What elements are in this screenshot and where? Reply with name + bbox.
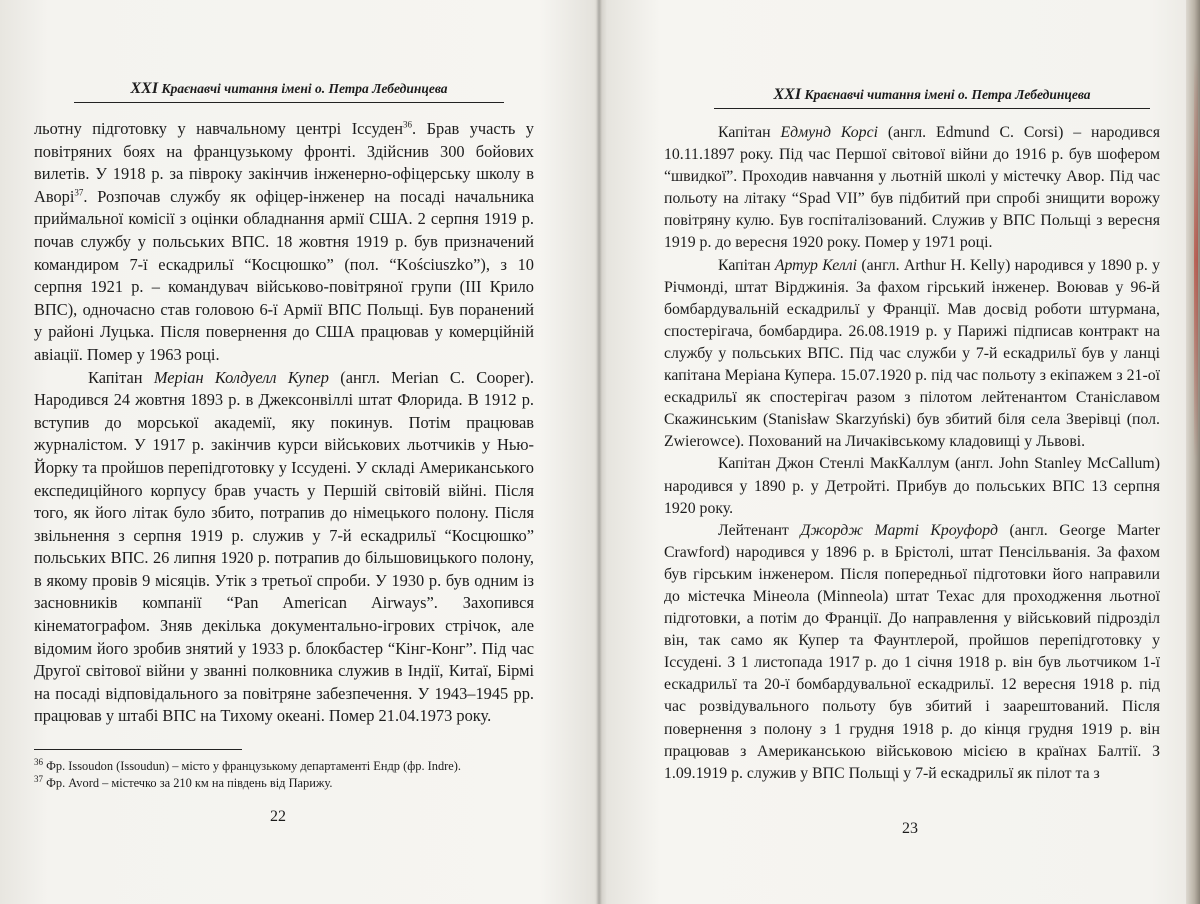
left-page-body bbox=[34, 118, 534, 728]
footnotes bbox=[34, 758, 534, 792]
text-run: Капітан bbox=[718, 256, 775, 274]
person-name: Артур Келлі bbox=[774, 256, 858, 274]
footnote-ref: 37 bbox=[74, 187, 84, 198]
person-name: Джордж Марті Кроуфорд bbox=[800, 521, 998, 539]
text-run: . Брав участь у повітряних боях на французькому фронті. Здійснив 300 бойових вилетів. У 1918 р. за півроку закінчив інженерно-офіцерську школу в Аворі bbox=[34, 119, 534, 206]
footnote-number: 36 bbox=[34, 756, 43, 767]
cover-edge-red bbox=[1194, 60, 1198, 460]
footnote-text: Фр. Issoudon (Issoudun) – місто у французькому департаменті Ендр (фр. Indre). bbox=[43, 759, 462, 773]
book-spine bbox=[596, 0, 602, 904]
person-name: Меріан Колдуелл Купер bbox=[153, 367, 329, 387]
text-run: Лейтенант bbox=[718, 521, 801, 539]
text-run: (англ. Arthur H. Kelly) народився у 1890 р. у Річмонді, штат Вірджинія. За фахом гірський інженер. Воював у 96-й бомбардувальній ескадрильї у Франції. Мав досвід роботи штурмана, спостерігача, бомбардира. 26.08.1919 р. у Парижі підписав контракт на службу у польських ВПС. Під час служби у 7-й ескадрильї був у ланці капітана Меріана Купера. 15.07.1920 р. під час польоту з екіпажем з 21-ої ескадрильї як спостерігач разом з пілотом лейтенантом Станіславом Скажинським (Stanisław Skarzyński) був збитий біля села Зверівці (пол. Zwierowce). Похований на Личаківському кладовищі у Львові. bbox=[664, 256, 1160, 451]
right-page-body bbox=[664, 122, 1160, 785]
footnote-rule bbox=[34, 749, 242, 750]
paragraph bbox=[664, 122, 1160, 255]
header-roman: XXI bbox=[773, 86, 802, 103]
footnote-text: Фр. Avord – містечко за 210 км на південь від Парижу. bbox=[43, 776, 333, 790]
text-run: . Розпочав службу як офіцер-інженер на посаді начальника приймальної комісії з оцінки обладнання армії США. 2 серпня 1919 р. почав службу у польських ВПС. 18 жовтня 1919 р. був призначений командиром 7-ї ескадрильї “Косцюшко” (пол. “Kościuszko”), з 10 серпня 1921 р. – командувач військово-повітряної групи (ІІІ Крило ВПС), одночасно став головою 6-ї Армії ВПС Польщі. Був поранений у районі Луцька. Після повернення до США працював у комерційній авіації. Помер у 1963 році. bbox=[34, 186, 534, 364]
running-header-left bbox=[74, 80, 504, 103]
page-number-right: 23 bbox=[902, 820, 918, 837]
text-run: Капітан bbox=[718, 124, 781, 141]
paragraph bbox=[34, 367, 534, 729]
text-run: (англ. Merian C. Cooper). Народився 24 жовтня 1893 р. в Джексонвіллі штат Флорида. В 1912 р. вступив до морської академії, яку покинув. Потім працював журналістом. У 1917 р. закінчив курси військових льотчиків у Нью-Йорку та пройшов перепідготовку у Іссудені. У складі Американського експедиційного корпусу брав участь у Першій світовій війні. Після того, як його літак було збито, потрапив до німецького полону. Після звільнення з серпня 1919 р. служив у 7-й ескадрильї “Косцюшко” польських ВПС. 26 липня 1920 р. потрапив до більшовицького полону, в якому провів 9 місяців. Утік з третьої спроби. У 1930 р. був одним із засновників компанії “Pan American Airways”. Захопився кінематографом. Зняв декілька документально-ігрових стрічок, але відомим його зробив знятий у 1933 р. блокбастер “Кінг-Конг”. Під час Другої світової війни у званні полковника служив в Індії, Китаї, Бірмі на посаді відповідального за повітряне забезпечення. У 1943–1945 рр. працював у штабі ВПС на Тихому океані. Помер 21.04.1973 року. bbox=[34, 367, 535, 726]
footnote bbox=[34, 775, 534, 792]
page-number-left: 22 bbox=[270, 808, 286, 825]
person-name: Едмунд Корсі bbox=[780, 124, 878, 141]
header-title: Краєнавчі читання імені о. Петра Лебединцева bbox=[804, 87, 1091, 102]
header-roman: XXI bbox=[130, 80, 159, 97]
paragraph bbox=[34, 118, 534, 367]
header-title: Краєнавчі читання імені о. Петра Лебединцева bbox=[161, 81, 448, 96]
footnote-number: 37 bbox=[34, 773, 43, 784]
footnote-ref: 36 bbox=[403, 119, 413, 130]
text-run: Капітан bbox=[88, 367, 154, 387]
text-run: льотну підготовку у навчальному центрі Іссуден bbox=[34, 119, 404, 138]
text-run: Капітан Джон Стенлі МакКаллум (англ. John Stanley McCallum) народився у 1890 р. у Детройті. Прибув до польських ВПС 13 серпня 1920 року. bbox=[664, 455, 1160, 517]
paragraph bbox=[664, 453, 1160, 519]
text-run: (англ. Edmund C. Corsi) – народився 10.11.1897 року. Під час Першої світової війни до 1916 р. був шофером “швидкої”. Проходив навчання у льотній школі у містечку Авор. Під час польоту на літаку “Spad VII” був підбитий при спробі знищити ворожу повітряну кулю. Був госпіталізований. Служив у ВПС Польщі з вересня 1919 р. до вересня 1920 року. Помер у 1971 році. bbox=[664, 124, 1160, 252]
running-header-right bbox=[714, 86, 1150, 109]
footnote bbox=[34, 758, 534, 775]
text-run: (англ. George Marter Crawford) народився у 1896 р. в Брістолі, штат Пенсільванія. За фахом був гірським інженером. Після попередньої підготовки його направили до містечка Мінеола (Minneola) штат Техас для проходження льотної підготовки, а потім до Франції. До направлення у військовий підрозділ він, так само як Купер та Фаунтлерой, пройшов перепідготовку у Іссудені. З 1 листопада 1917 р. до 1 січня 1918 р. він був льотчиком 1-ї ескадрильї та 20-ї бомбардувальної ескадрильї. 12 вересня 1918 р. під час розвідувального польоту був збитий і заарештований. Після повернення з полону з 1 грудня 1918 р. до кінця грудня 1919 р. він працював з Американською військовою місією в країнах Балтії. З 1.09.1919 р. служив у ВПС Польщі у 7-й ескадрильї як пілот та з bbox=[664, 521, 1161, 782]
paragraph bbox=[664, 520, 1160, 785]
paragraph bbox=[664, 255, 1160, 454]
